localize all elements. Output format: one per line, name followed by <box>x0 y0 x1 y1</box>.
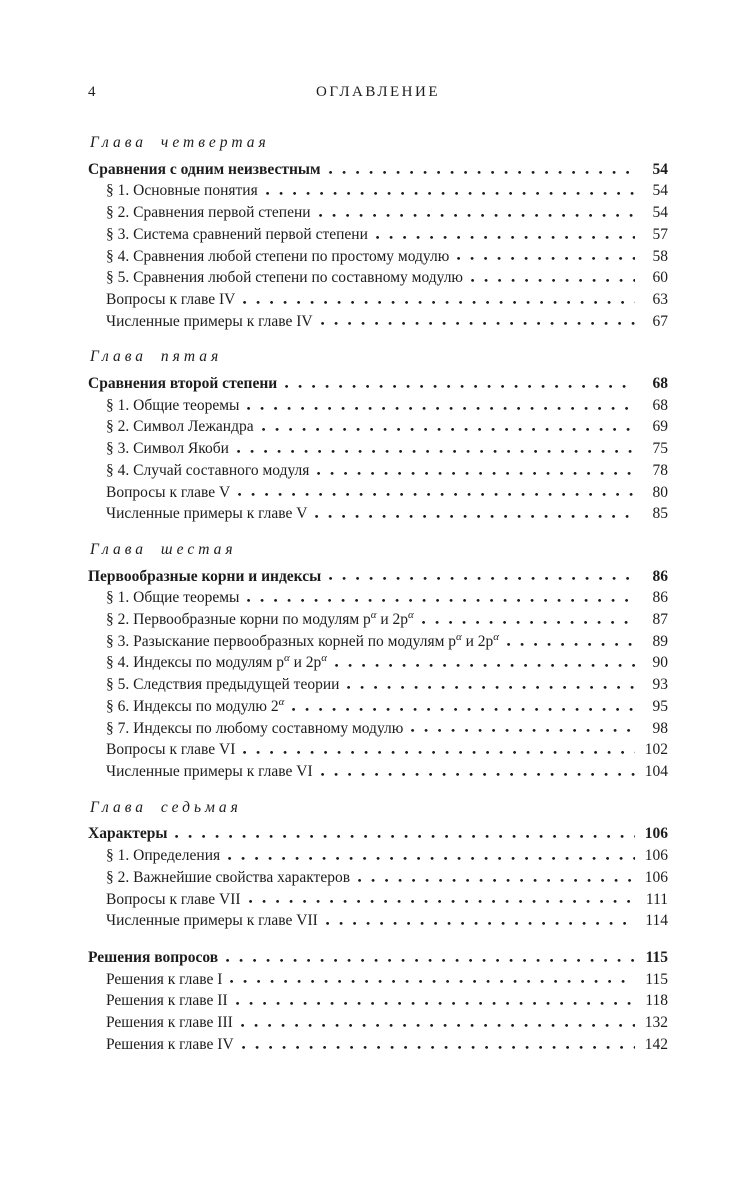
dot-leader <box>241 1024 635 1027</box>
toc-entry-title: § 1. Общие теоремы <box>106 396 240 414</box>
toc-section <box>88 346 668 525</box>
toc-entry-page: 57 <box>652 225 668 243</box>
dot-leader <box>266 192 635 195</box>
toc-entry-page: 69 <box>652 418 668 436</box>
toc-entry-page: 95 <box>652 697 668 715</box>
toc-entry-title: Численные примеры к главе VI <box>106 762 313 780</box>
dot-leader <box>335 664 635 667</box>
toc-entry <box>88 823 668 845</box>
toc-entry <box>88 718 668 740</box>
toc-entry-page: 106 <box>644 847 668 865</box>
toc-entry-title: § 1. Общие теоремы <box>106 589 240 607</box>
toc-entry-page: 98 <box>652 719 668 737</box>
toc-entry-page: 86 <box>652 589 668 607</box>
toc-entry <box>88 969 668 991</box>
toc-entry-title: § 6. Индексы по модулю $2^\alpha$ <box>106 695 285 715</box>
chapter-heading: Глава пятая <box>90 348 223 366</box>
toc-entry <box>88 246 668 268</box>
dot-leader <box>457 257 635 260</box>
dot-leader <box>411 729 635 732</box>
toc-section <box>88 132 668 332</box>
toc-entry-page: 68 <box>652 396 668 414</box>
toc-entry <box>88 990 668 1012</box>
toc-entry-page: 54 <box>652 160 668 178</box>
toc-entry <box>88 566 668 588</box>
toc-entry <box>88 1012 668 1034</box>
dot-leader <box>329 171 635 174</box>
toc <box>88 132 668 1055</box>
toc-entry-page: 58 <box>652 247 668 265</box>
toc-entry-page: 115 <box>645 970 668 988</box>
toc-entry-page: 106 <box>644 825 668 843</box>
toc-entry-title: Сравнения с одним неизвестным <box>88 160 321 178</box>
toc-entry <box>88 587 668 609</box>
toc-entry-page: 89 <box>652 632 668 650</box>
toc-entry <box>88 631 668 653</box>
toc-section <box>88 947 668 1056</box>
toc-entry <box>88 311 668 333</box>
dot-leader <box>247 599 635 602</box>
toc-entry-page: 80 <box>652 483 668 501</box>
toc-entry <box>88 696 668 718</box>
toc-entry-title: § 5. Сравнения любой степени по составному модулю <box>106 269 464 287</box>
toc-entry <box>88 416 668 438</box>
dot-leader <box>292 708 635 711</box>
dot-leader <box>237 450 635 453</box>
dot-leader <box>247 407 635 410</box>
toc-entry-page: 87 <box>652 611 668 629</box>
toc-entry-page: 114 <box>645 912 668 930</box>
toc-entry <box>88 674 668 696</box>
chapter-heading: Глава четвертая <box>90 134 270 151</box>
toc-section <box>88 539 668 783</box>
toc-entry-title: Вопросы к главе VI <box>106 741 236 759</box>
toc-entry-title: Численные примеры к главе VII <box>106 912 318 930</box>
toc-entry-page: 63 <box>652 290 668 308</box>
toc-entry <box>88 482 668 504</box>
toc-entry-page: 67 <box>652 312 668 330</box>
toc-entry <box>88 1034 668 1056</box>
dot-leader <box>175 835 635 838</box>
toc-entry <box>88 739 668 761</box>
toc-entry-page: 106 <box>644 868 668 886</box>
toc-entry-title: Характеры <box>88 825 168 843</box>
toc-entry-title: § 2. Важнейшие свойства характеров <box>106 868 351 886</box>
toc-entry-title: § 4. Сравнения любой степени по простому модулю <box>106 247 450 265</box>
toc-entry <box>88 202 668 224</box>
dot-leader <box>319 214 635 217</box>
toc-entry-page: 54 <box>652 182 668 200</box>
toc-entry-title: § 2. Первообразные корни по модулям $p^\alpha$ и $2p^\alpha$ <box>106 608 414 629</box>
toc-entry-page: 85 <box>652 505 668 523</box>
toc-entry <box>88 224 668 246</box>
toc-entry <box>88 438 668 460</box>
toc-entry-page: 118 <box>645 992 668 1010</box>
dot-leader <box>243 301 635 304</box>
toc-entry-title: Решения к главе II <box>106 992 228 1010</box>
page-header <box>88 84 668 106</box>
toc-entry-title: Решения к главе I <box>106 970 223 988</box>
toc-entry-page: 115 <box>645 948 668 966</box>
dot-leader <box>230 980 635 983</box>
toc-section <box>88 797 668 932</box>
dot-leader <box>358 879 635 882</box>
toc-entry-title: § 4. Индексы по модулям $p^\alpha$ и $2p^\alpha$ <box>106 652 327 672</box>
toc-entry-page: 54 <box>652 204 668 222</box>
toc-entry <box>88 267 668 289</box>
toc-entry-title: § 1. Основные понятия <box>106 182 258 200</box>
toc-entry-title: § 7. Индексы по любому составному модулю <box>106 719 404 737</box>
toc-entry-page: 90 <box>652 654 668 672</box>
dot-leader <box>226 959 635 962</box>
dot-leader <box>317 472 635 475</box>
toc-entry <box>88 652 668 674</box>
toc-entry-page: 75 <box>652 440 668 458</box>
dot-leader <box>243 751 635 754</box>
dot-leader <box>242 1046 635 1049</box>
toc-entry-page: 86 <box>652 567 668 585</box>
toc-entry-title: § 3. Разыскание первообразных корней по модулям $p^\alpha$ и $2p^\alpha$ <box>106 630 499 650</box>
chapter-heading: Глава седьмая <box>90 798 242 816</box>
toc-entry <box>88 845 668 867</box>
toc-entry-title: § 3. Система сравнений первой степени <box>106 225 368 243</box>
toc-entry-title: Решения вопросов <box>88 948 219 966</box>
dot-leader <box>249 900 635 903</box>
dot-leader <box>238 493 635 496</box>
toc-entry-title: Первообразные корни и индексы <box>88 567 322 585</box>
toc-entry-title: § 2. Символ Лежандра <box>106 418 254 436</box>
toc-entry-page: 132 <box>644 1014 668 1032</box>
toc-entry <box>88 503 668 525</box>
toc-entry <box>88 180 668 202</box>
dot-leader <box>315 515 635 518</box>
toc-entry-page: 102 <box>644 741 668 759</box>
dot-leader <box>285 385 635 388</box>
toc-entry-title: Сравнения второй степени <box>88 375 278 393</box>
toc-entry-title: Вопросы к главе VII <box>106 890 241 908</box>
toc-entry-title: § 2. Сравнения первой степени <box>106 204 311 222</box>
toc-entry-page: 78 <box>652 461 668 479</box>
toc-entry <box>88 947 668 969</box>
toc-entry-title: § 1. Определения <box>106 847 221 865</box>
chapter-heading: Глава шестая <box>90 540 237 558</box>
toc-entry-title: § 4. Случай составного модуля <box>106 461 310 479</box>
dot-leader <box>321 322 635 325</box>
toc-entry-title: Решения к главе III <box>106 1014 233 1032</box>
dot-leader <box>347 686 635 689</box>
toc-entry-title: § 3. Символ Якоби <box>106 440 229 458</box>
toc-entry-page: 142 <box>644 1035 668 1053</box>
dot-leader <box>376 236 635 239</box>
dot-leader <box>262 428 635 431</box>
toc-entry <box>88 159 668 181</box>
toc-entry-page: 104 <box>644 762 668 780</box>
toc-entry-page: 60 <box>652 269 668 287</box>
toc-entry <box>88 395 668 417</box>
toc-entry-title: Решения к главе IV <box>106 1035 234 1053</box>
toc-entry-title: § 5. Следствия предыдущей теории <box>106 676 340 694</box>
dot-leader <box>321 773 635 776</box>
toc-entry-page: 68 <box>652 375 668 393</box>
toc-entry-page: 93 <box>652 676 668 694</box>
toc-entry <box>88 867 668 889</box>
toc-entry <box>88 761 668 783</box>
page-title: ОГЛАВЛЕНИЕ <box>316 84 440 100</box>
toc-entry <box>88 373 668 395</box>
toc-entry-title: Численные примеры к главе IV <box>106 312 313 330</box>
dot-leader <box>326 922 635 925</box>
toc-entry <box>88 910 668 932</box>
page-number: 4 <box>88 84 96 100</box>
dot-leader <box>422 621 635 624</box>
toc-entry-title: Вопросы к главе IV <box>106 290 236 308</box>
toc-entry-title: Вопросы к главе V <box>106 483 231 501</box>
dot-leader <box>471 279 635 282</box>
dot-leader <box>329 577 635 580</box>
dot-leader <box>236 1002 635 1005</box>
toc-entry <box>88 609 668 631</box>
dot-leader <box>507 643 635 646</box>
dot-leader <box>228 857 635 860</box>
toc-entry <box>88 460 668 482</box>
toc-entry <box>88 289 668 311</box>
toc-entry-title: Численные примеры к главе V <box>106 505 308 523</box>
toc-entry-page: 111 <box>645 890 668 908</box>
toc-entry <box>88 889 668 911</box>
